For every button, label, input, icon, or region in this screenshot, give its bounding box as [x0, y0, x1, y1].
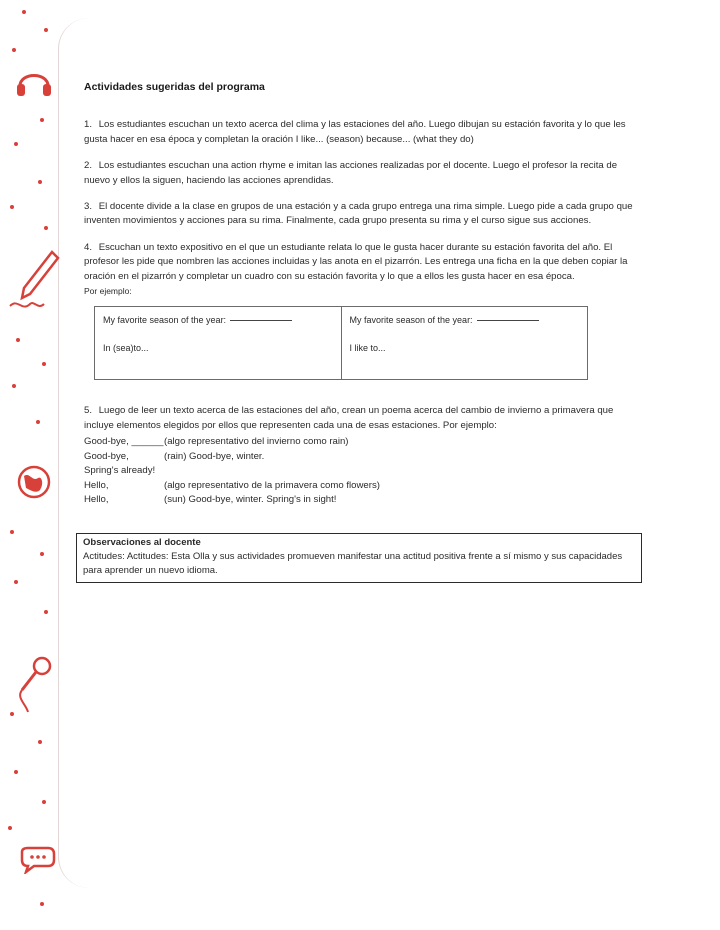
table-cell-text: My favorite season of the year: — [103, 315, 227, 326]
activity-text: Escuchan un texto expositivo en el que un estudiante relata lo que le gusta hacer durante su estación favorita del año. El profesor les pide que nombren las acciones incluidas y las anota en el pizarrón. Les entrega una ficha en la que deben copiar la oración en el pizarrón y completar un cuadro con su estación favorita y lo que a ellos les gusta hacer en esa época. — [84, 241, 628, 282]
poem-line — [84, 464, 644, 478]
activity-text: El docente divide a la clase en grupos de una estación y a cada grupo entrega una rima simple. Luego pide a cada grupo que inventen movimientos y acciones para su rima. Finalmente, cada grupo presenta su rima y el curso sigue sus acciones. — [84, 201, 633, 227]
document-body — [84, 80, 644, 583]
margin-dot — [10, 205, 14, 209]
poem-col-2: (algo representativo del invierno como rain) — [164, 436, 349, 448]
activity-text: Los estudiantes escuchan un texto acerca del clima y las estaciones del año. Luego dibujan su estación favorita y lo que les gusta hacer en esa época y completan la oración I like... (season) because... (what they do) — [84, 119, 626, 145]
margin-dot — [44, 28, 48, 32]
poem-col-2: (algo representativo de la primavera como flowers) — [164, 479, 380, 491]
poem-line — [84, 435, 644, 449]
activity-number: 5. — [84, 405, 93, 417]
poem-col-2: (rain) Good-bye, winter. — [164, 450, 265, 462]
example-table — [94, 306, 588, 380]
margin-dot — [10, 530, 14, 534]
pencil-icon — [8, 248, 60, 318]
poem-col-2: (sun) Good-bye, winter. Spring's in sight! — [164, 493, 337, 505]
activity-text: Los estudiantes escuchan una action rhyme e imitan las acciones realizadas por el docente. Luego el profesor la recita de nuevo y ellos la siguen, haciendo las acciones aprendidas. — [84, 160, 618, 186]
margin-dot — [36, 420, 40, 424]
observations-text: Actitudes: Actitudes: Esta Olla y sus actividades promueven manifestar una actitud positiva frente a sí mismo y sus capacidades para aprender un nuevo idioma. — [83, 551, 623, 577]
speech-bubble-icon — [18, 846, 58, 874]
margin-dot — [44, 226, 48, 230]
table-cell-text: I like to... — [349, 343, 386, 354]
activity-2 — [84, 159, 644, 188]
activity-4 — [84, 241, 644, 284]
margin-dot — [42, 362, 46, 366]
margin-dot — [38, 180, 42, 184]
margin-dot — [14, 142, 18, 146]
poem-col-1: Spring's already! — [84, 465, 156, 477]
activity-number: 1. — [84, 119, 93, 131]
margin-dot — [40, 118, 44, 122]
margin-dot — [40, 552, 44, 556]
activity-number: 4. — [84, 241, 93, 253]
poem-col-1: Hello, — [84, 479, 109, 491]
poem-col-1: Hello, — [84, 493, 109, 505]
observations-title: Observaciones al docente — [83, 537, 201, 549]
activity-number: 2. — [84, 160, 93, 172]
activity-number: 3. — [84, 201, 93, 213]
poem-example — [84, 435, 644, 507]
decorative-margin — [0, 0, 72, 930]
margin-dot — [22, 10, 26, 14]
microphone-icon — [14, 654, 54, 716]
margin-dot — [14, 580, 18, 584]
margin-dot — [14, 770, 18, 774]
table-cell-text: My favorite season of the year: — [349, 315, 473, 326]
table-cell-left — [95, 307, 341, 379]
poem-col-1: Good-bye, ______ — [84, 436, 164, 448]
activity-3 — [84, 200, 644, 229]
margin-dot — [8, 826, 12, 830]
teacher-observations-box — [76, 533, 642, 583]
activity-text: Luego de leer un texto acerca de las estaciones del año, crean un poema acerca del cambio de invierno a primavera que incluye elementos elegidos por ellos que representen cada una de esas estaciones. Por ejemplo: — [84, 405, 614, 431]
table-cell-text: In (sea)to... — [103, 343, 149, 354]
globe-icon — [14, 462, 54, 502]
margin-dot — [40, 902, 44, 906]
poem-line — [84, 479, 644, 493]
activity-1 — [84, 118, 644, 147]
headphones-icon — [14, 64, 54, 100]
example-label: Por ejemplo: — [84, 286, 132, 297]
page-heading: Actividades sugeridas del programa — [84, 81, 265, 93]
table-cell-right — [341, 307, 588, 379]
activity-5 — [84, 404, 644, 433]
poem-line — [84, 450, 644, 464]
poem-col-1: Good-bye, — [84, 450, 129, 462]
margin-dot — [42, 800, 46, 804]
margin-dot — [12, 384, 16, 388]
margin-dot — [16, 338, 20, 342]
blank-line — [230, 320, 292, 321]
margin-dot — [38, 740, 42, 744]
blank-line — [477, 320, 539, 321]
poem-line — [84, 493, 644, 507]
margin-dot — [44, 610, 48, 614]
margin-dot — [12, 48, 16, 52]
